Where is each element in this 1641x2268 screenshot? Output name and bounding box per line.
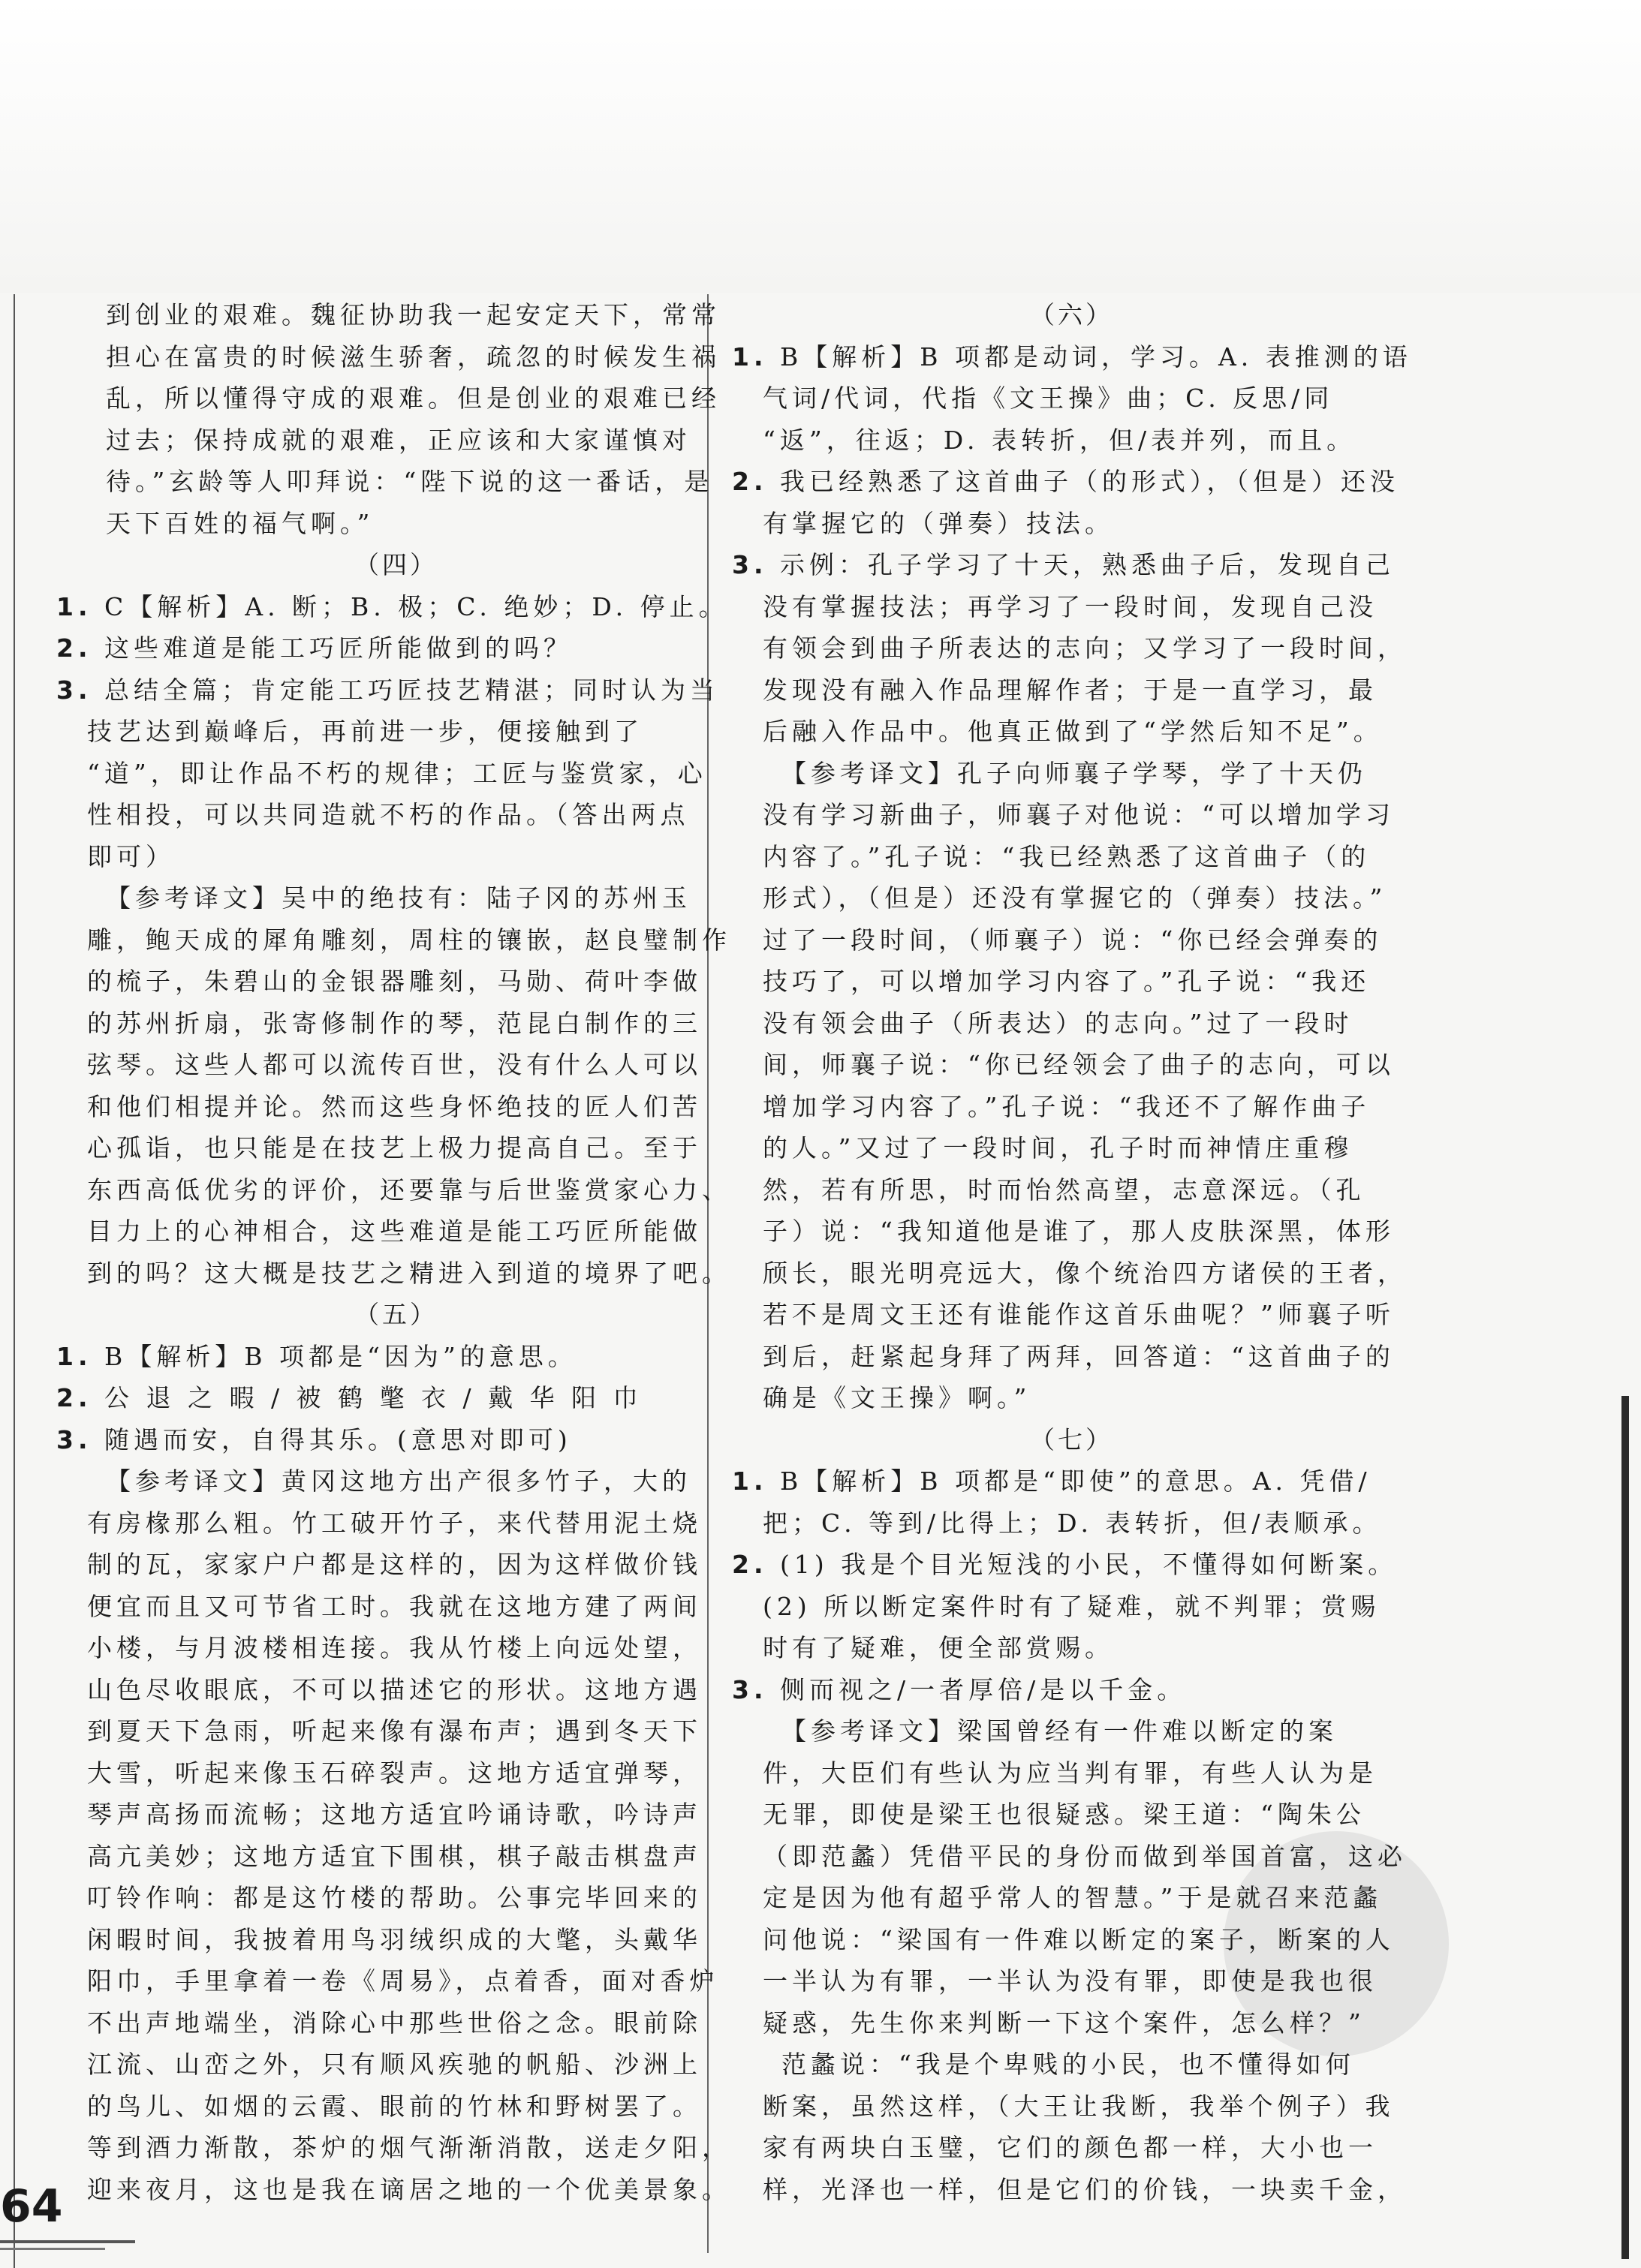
text-line [732, 2127, 1411, 2169]
item-number: 1. [732, 1466, 768, 1496]
text-line [56, 1836, 736, 1878]
answer-item [732, 1669, 1411, 1711]
line-text: 没有领会曲子（所表达）的志向。”过了一段时 [763, 1008, 1353, 1038]
text-line [56, 1586, 736, 1628]
text-line [56, 1669, 736, 1711]
text-line [56, 336, 736, 378]
text-line [56, 2086, 736, 2128]
line-text: 疑惑，先生你来判断一下这个案件，怎么样？” [763, 2008, 1365, 2038]
text-line [56, 2044, 736, 2086]
footer-rule [0, 2240, 135, 2243]
line-text: 过了一段时间，（师襄子）说：“你已经会弹奏的 [763, 925, 1383, 955]
text-line [56, 503, 736, 545]
line-text: 的鸟儿、如烟的云霞、眼前的竹林和野树罢了。 [87, 2091, 702, 2121]
item-number: 2. [56, 1383, 92, 1412]
heading-text: （四） [354, 550, 438, 579]
left-margin-rule [14, 294, 15, 2268]
text-line [732, 1877, 1411, 1919]
line-text: 叮铃作响：都是这竹楼的帮助。公事完毕回来的 [87, 1883, 702, 1912]
line-text: 家有两块白玉璧，它们的颜色都一样，大小也一 [763, 2133, 1378, 2162]
text-line [732, 586, 1411, 628]
item-number: 3. [732, 550, 768, 579]
line-text: B【解析】B 项都是“即使”的意思。A. 凭借/ [767, 1466, 1372, 1496]
line-text: 气词/代词，代指《文王操》曲；C. 反思/同 [763, 384, 1334, 413]
line-text: 【参考译文】黄冈这地方出产很多竹子，大的 [106, 1466, 691, 1496]
text-line [732, 1253, 1411, 1295]
line-text: 等到酒力渐散，茶炉的烟气渐渐消散，送走夕阳， [87, 2133, 731, 2162]
line-text: 和他们相提并论。然而这些身怀绝技的匠人们苦 [87, 1091, 702, 1121]
line-text: 【参考译文】梁国曾经有一件难以断定的案 [781, 1716, 1338, 1746]
item-number: 1. [56, 1341, 92, 1371]
line-text: 目力上的心神相合，这些难道是能工巧匠所能做 [87, 1217, 702, 1246]
line-text: 这些难道是能工巧匠所能做到的吗？ [92, 633, 573, 663]
line-text: 担心在富贵的时候滋生骄奢，疏忽的时候发生祸 [106, 341, 721, 371]
line-text: 过去；保持成就的艰难，正应该和大家谨慎对 [106, 425, 691, 455]
line-text: 的苏州折扇，张寄修制作的琴，范昆白制作的三 [87, 1008, 702, 1038]
text-line [732, 1169, 1411, 1211]
line-text: 乱，所以懂得守成的艰难。但是创业的艰难已经 [106, 384, 721, 413]
line-text: 有房椽那么粗。竹工破开竹子，来代替用泥土烧 [87, 1508, 702, 1538]
line-text: 我已经熟悉了这首曲子（的形式），（但是）还没 [767, 467, 1399, 496]
line-text: 小楼，与月波楼相连接。我从竹楼上向远处望， [87, 1633, 702, 1662]
line-text: 【参考译文】孔子向师襄子学琴，学了十天仍 [781, 758, 1367, 788]
line-text: 天下百姓的福气啊。” [106, 508, 375, 538]
line-text: 一半认为有罪，一半认为没有罪，即使是我也很 [763, 1966, 1378, 1996]
line-text: 形式），（但是）还没有掌握它的（弹奏）技法。” [763, 883, 1387, 913]
text-line [56, 2002, 736, 2044]
right-text-column [732, 294, 1411, 2210]
text-line [56, 1752, 736, 1794]
line-text: 没有掌握技法；再学习了一段时间，发现自己没 [763, 591, 1378, 621]
line-text: B【解析】B 项都是“因为”的意思。 [92, 1341, 577, 1371]
answer-item [732, 461, 1411, 503]
text-line [732, 627, 1411, 669]
answer-item [732, 336, 1411, 378]
text-line [56, 1877, 736, 1919]
text-line [56, 1003, 736, 1045]
text-line [732, 420, 1411, 462]
text-line [56, 1169, 736, 1211]
text-line [732, 961, 1411, 1003]
item-number: 2. [56, 633, 92, 663]
line-text: 若不是周文王还有谁能作这首乐曲呢？”师襄子听 [763, 1300, 1395, 1329]
text-line [56, 1627, 736, 1669]
text-line [732, 2002, 1411, 2044]
line-text: 侧而视之/一者厚倍/是以千金。 [767, 1674, 1187, 1704]
line-text: 到后，赶紧起身拜了两拜，回答道：“这首曲子的 [763, 1341, 1395, 1371]
line-text: 增加学习内容了。”孔子说：“我还不了解作曲子 [763, 1091, 1371, 1121]
text-line [56, 836, 736, 878]
line-text: 发现没有融入作品理解作者；于是一直学习，最 [763, 675, 1378, 705]
line-text: 技艺达到巅峰后，再前进一步，便接触到了 [87, 717, 643, 746]
section-heading [732, 294, 1411, 336]
text-line [732, 1086, 1411, 1128]
line-text: （即范蠡）凭借平民的身份而做到举国首富，这必 [763, 1841, 1407, 1871]
line-text: 待。”玄龄等人叩拜说：“陛下说的这一番话，是 [106, 467, 714, 496]
line-text: 性相投，可以共同造就不朽的作品。（答出两点 [87, 800, 690, 829]
text-line [56, 1919, 736, 1961]
line-text: 时有了疑难，便全部赏赐。 [763, 1633, 1114, 1662]
line-text: 后融入作品中。他真正做到了“学然后知不足”。 [763, 717, 1383, 746]
text-line [56, 1960, 736, 2002]
item-number: 3. [56, 675, 92, 705]
text-line [56, 1502, 736, 1545]
item-number: 1. [56, 591, 92, 621]
line-text: 示例：孔子学习了十天，熟悉曲子后，发现自己 [767, 550, 1395, 579]
line-text: 范蠡说：“我是个卑贱的小民，也不懂得如何 [781, 2050, 1355, 2079]
heading-text: （七） [1030, 1424, 1113, 1454]
line-text: 总结全篇；肯定能工巧匠技艺精湛；同时认为当 [92, 675, 719, 705]
text-line [732, 919, 1411, 961]
text-line [732, 1044, 1411, 1086]
left-text-column [56, 294, 736, 2210]
answer-item [56, 669, 736, 711]
line-text: 便宜而且又可节省工时。我就在这地方建了两间 [87, 1591, 702, 1621]
line-text: 到创业的艰难。魏征协助我一起安定天下，常常 [106, 300, 721, 329]
text-line [56, 877, 736, 919]
text-line [732, 1377, 1411, 1419]
line-text: 山色尽收眼底，不可以描述它的形状。这地方遇 [87, 1674, 702, 1704]
line-text: 弦琴。这些人都可以流传百世，没有什么人可以 [87, 1050, 702, 1079]
blank-page-top [0, 0, 1641, 293]
line-text: 雕，鲍天成的犀角雕刻，周柱的镶嵌，赵良璧制作 [87, 925, 731, 955]
answer-item [732, 1460, 1411, 1502]
text-line [732, 669, 1411, 711]
line-text: 高亢美妙；这地方适宜下围棋，棋子敲击棋盘声 [87, 1841, 702, 1871]
line-text: 子）说：“我知道他是谁了，那人皮肤深黑，体形 [763, 1217, 1395, 1246]
text-line [56, 1044, 736, 1086]
line-text: 确是《文王操》啊。” [763, 1383, 1031, 1412]
item-number: 3. [732, 1674, 768, 1704]
answer-item [732, 1544, 1411, 1586]
line-text: 内容了。”孔子说：“我已经熟悉了这首曲子（的 [763, 841, 1371, 871]
text-line [732, 1710, 1411, 1752]
line-text: 到夏天下急雨，听起来像有瀑布声；遇到冬天下 [87, 1716, 702, 1746]
line-text: C【解析】A. 断；B. 极；C. 绝妙；D. 停止。 [92, 591, 728, 621]
text-line [56, 794, 736, 836]
line-text: 断案，虽然这样，（大王让我断，我举个例子）我 [763, 2091, 1395, 2121]
line-text: 不出声地端坐，消除心中那些世俗之念。眼前除 [87, 2008, 702, 2038]
line-text: 无罪，即使是梁王也很疑惑。梁王道：“陶朱公 [763, 1800, 1365, 1829]
text-line [56, 294, 736, 336]
line-text: 琴声高扬而流畅；这地方适宜吟诵诗歌，吟诗声 [87, 1800, 702, 1829]
line-text: B【解析】B 项都是动词，学习。A. 表推测的语 [767, 341, 1412, 371]
text-line [732, 377, 1411, 420]
line-text: 有掌握它的（弹奏）技法。 [763, 508, 1114, 538]
text-line [56, 961, 736, 1003]
line-text: 随遇而安，自得其乐。(意思对即可) [92, 1424, 572, 1454]
text-line [56, 2169, 736, 2211]
line-text: “道”，即让作品不朽的规律；工匠与鉴赏家，心 [87, 758, 707, 788]
line-text: 定是因为他有超乎常人的智慧。”于是就召来范蠡 [763, 1883, 1383, 1912]
text-line [732, 1211, 1411, 1253]
text-line [732, 794, 1411, 836]
item-number: 2. [732, 1550, 768, 1579]
line-text: 闲暇时间，我披着用鸟羽绒织成的大氅，头戴华 [87, 1924, 702, 1954]
text-line [732, 1127, 1411, 1169]
text-line [732, 503, 1411, 545]
text-line [732, 1960, 1411, 2002]
text-line [732, 1919, 1411, 1961]
text-line [732, 1336, 1411, 1378]
text-line [56, 1127, 736, 1169]
line-text: 的人。”又过了一段时间，孔子时而神情庄重穆 [763, 1133, 1353, 1163]
text-line [732, 2086, 1411, 2128]
text-line [732, 2169, 1411, 2211]
line-text: 有领会到曲子所表达的志向；又学习了一段时间， [763, 633, 1407, 663]
text-line [732, 836, 1411, 878]
text-line [56, 1794, 736, 1836]
answer-item [56, 586, 736, 628]
text-line [56, 753, 736, 795]
line-text: (2) 所以断定案件时有了疑难，就不判罪；赏赐 [763, 1591, 1381, 1621]
footer-rule-secondary [0, 2248, 105, 2250]
text-line [732, 1502, 1411, 1545]
text-line [732, 2044, 1411, 2086]
section-heading [732, 1419, 1411, 1461]
line-text: 问他说：“梁国有一件难以断定的案子，断案的人 [763, 1924, 1395, 1954]
text-line [732, 1794, 1411, 1836]
text-line [56, 1460, 736, 1502]
page-edge-shadow [1621, 1396, 1629, 2259]
heading-text: （六） [1030, 300, 1113, 329]
text-line [732, 877, 1411, 919]
line-text: 颀长，眼光明亮远大，像个统治四方诸侯的王者， [763, 1258, 1407, 1288]
line-text: 件，大臣们有些认为应当判有罪，有些人认为是 [763, 1758, 1378, 1788]
line-text: 即可） [87, 841, 175, 871]
text-line [56, 1253, 736, 1295]
line-text: 大雪，听起来像玉石碎裂声。这地方适宜弹琴， [87, 1758, 702, 1788]
text-line [732, 753, 1411, 795]
text-line [732, 1294, 1411, 1336]
answer-item [56, 627, 736, 669]
line-text: 到的吗？这大概是技艺之精进入到道的境界了吧。 [87, 1258, 731, 1288]
section-heading [56, 1294, 736, 1336]
line-text: 的梳子，朱碧山的金银器雕刻，马勋、荷叶李做 [87, 967, 702, 996]
text-line [56, 377, 736, 420]
answer-item [56, 1419, 736, 1461]
item-number: 2. [732, 467, 768, 496]
text-line [732, 1836, 1411, 1878]
line-text: 阳巾，手里拿着一卷《周易》，点着香，面对香炉 [87, 1966, 719, 1996]
page-number: 64 [0, 2180, 63, 2233]
heading-text: （五） [354, 1300, 438, 1329]
text-line [56, 420, 736, 462]
section-heading [56, 544, 736, 586]
line-text: 江流、山峦之外，只有顺风疾驰的帆船、沙洲上 [87, 2050, 702, 2079]
text-line [56, 461, 736, 503]
line-text: 制的瓦，家家户户都是这样的，因为这样做价钱 [87, 1550, 702, 1579]
text-line [732, 1627, 1411, 1669]
line-text: 东西高低优劣的评价，还要靠与后世鉴赏家心力、 [87, 1175, 731, 1205]
item-number: 1. [732, 341, 768, 371]
answer-item [56, 1336, 736, 1378]
text-line [56, 919, 736, 961]
line-text: 迎来夜月，这也是我在谪居之地的一个优美景象。 [87, 2174, 731, 2204]
answer-item [56, 1377, 736, 1419]
line-text: 把；C. 等到/比得上；D. 表转折，但/表顺承。 [763, 1508, 1382, 1538]
text-line [732, 1003, 1411, 1045]
text-line [56, 1544, 736, 1586]
text-line [56, 1086, 736, 1128]
line-text: 心孤诣，也只能是在技艺上极力提高自己。至于 [87, 1133, 702, 1163]
item-number: 3. [56, 1424, 92, 1454]
line-text: 然，若有所思，时而怡然高望，志意深远。（孔 [763, 1175, 1365, 1205]
text-line [732, 1752, 1411, 1794]
line-text: 间，师襄子说：“你已经领会了曲子的志向，可以 [763, 1050, 1395, 1079]
text-line [56, 1710, 736, 1752]
line-text: “返”，往返；D. 表转折，但/表并列，而且。 [763, 425, 1356, 455]
text-line [732, 1586, 1411, 1628]
answer-item [732, 544, 1411, 586]
line-text: (1) 我是个目光短浅的小民，不懂得如何断案。 [767, 1550, 1398, 1579]
line-text: 公 退 之 暇 / 被 鹤 氅 衣 / 戴 华 阳 巾 [92, 1383, 643, 1412]
text-line [56, 2127, 736, 2169]
line-text: 样，光泽也一样，但是它们的价钱，一块卖千金， [763, 2174, 1407, 2204]
text-line [732, 711, 1411, 753]
text-line [56, 1211, 736, 1253]
line-text: 没有学习新曲子，师襄子对他说：“可以增加学习 [763, 800, 1395, 829]
line-text: 技巧了，可以增加学习内容了。”孔子说：“我还 [763, 967, 1371, 996]
text-line [56, 711, 736, 753]
line-text: 【参考译文】吴中的绝技有：陆子冈的苏州玉 [106, 883, 691, 913]
